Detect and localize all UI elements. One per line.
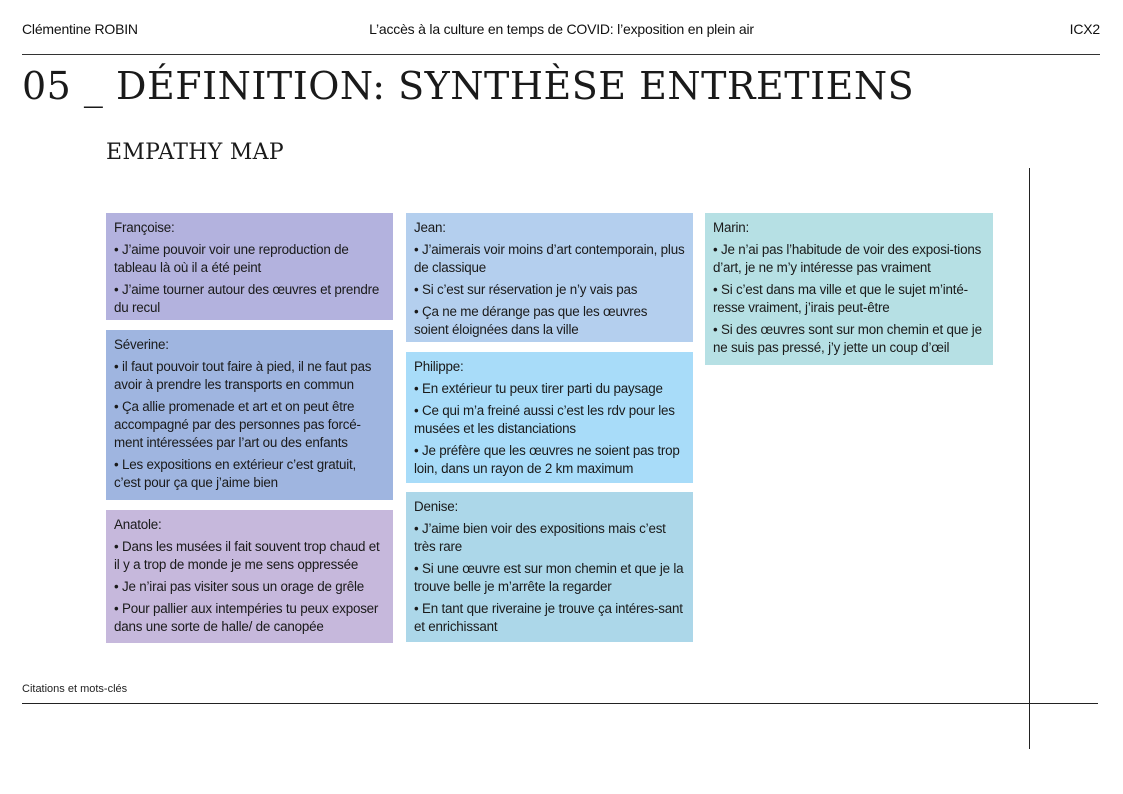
card-quote: • Ça ne me dérange pas que les œuvres soient éloignées dans la ville <box>414 304 648 337</box>
card-name: Anatole: <box>114 517 162 532</box>
card-quote: • J’aime tourner autour des œuvres et prendre du recul <box>114 282 380 315</box>
card-quote: • J’aimerais voir moins d’art contemporain, plus de classique <box>414 242 685 275</box>
card-quote: • J’aime bien voir des expositions mais c’est très rare <box>414 521 666 554</box>
card-quote: • Ce qui m’a freiné aussi c’est les rdv pour les musées et les distanciations <box>414 403 675 436</box>
card-name: Marin: <box>713 220 750 235</box>
card-quote: • Je n’ai pas l’habitude de voir des exposi-tions d’art, je ne m’y intéresse pas vraiment <box>713 242 982 275</box>
card-quote: • Pour pallier aux intempéries tu peux exposer dans une sorte de halle/ de canopée <box>114 601 379 634</box>
card-quote: • Si des œuvres sont sur mon chemin et que je ne suis pas pressé, j’y jette un coup d’œil <box>713 322 982 355</box>
card-quote: • Je n’irai pas visiter sous un orage de grêle <box>114 579 365 594</box>
footer-caption: Citations et mots-clés <box>22 683 128 695</box>
card-quote: • Les expositions en extérieur c’est gratuit, c’est pour ça que j’aime bien <box>114 457 357 490</box>
card-severine <box>106 330 393 500</box>
card-quote: • Si une œuvre est sur mon chemin et que je la trouve belle je m’arrête la regarder <box>414 561 684 594</box>
card-francoise <box>106 213 393 320</box>
card-marin <box>705 213 993 365</box>
card-quote: • Si c’est sur réservation je n’y vais pas <box>414 282 638 297</box>
vertical-guide-line <box>1029 168 1030 749</box>
card-name: Séverine: <box>114 337 169 352</box>
card-quote: • En tant que riveraine je trouve ça intéres-sant et enrichissant <box>414 601 683 634</box>
card-jean <box>406 213 693 342</box>
header-code: ICX2 <box>1069 21 1100 37</box>
card-quote: • Dans les musées il fait souvent trop chaud et il y a trop de monde je me sens oppressée <box>114 539 380 572</box>
card-name: Françoise: <box>114 220 175 235</box>
card-name: Jean: <box>414 220 446 235</box>
card-quote: • il faut pouvoir tout faire à pied, il ne faut pas avoir à prendre les transports en commun <box>114 359 372 392</box>
card-quote: • Si c’est dans ma ville et que le sujet m’inté-resse vraiment, j’irais peut-être <box>713 282 968 315</box>
footer-divider <box>22 703 1098 704</box>
header-divider <box>22 54 1100 55</box>
card-quote: • Ça allie promenade et art et on peut être accompagné par des personnes pas forcé-ment intéressées par l’art ou des enfants <box>114 399 361 450</box>
section-title: EMPATHY MAP <box>106 140 284 165</box>
card-philippe <box>406 352 693 483</box>
header-document-title: L’accès à la culture en temps de COVID: l’exposition en plein air <box>369 21 754 37</box>
card-quote: • J’aime pouvoir voir une reproduction de tableau là où il a été peint <box>114 242 349 275</box>
card-quote: • Je préfère que les œuvres ne soient pas trop loin, dans un rayon de 2 km maximum <box>414 443 680 476</box>
card-anatole <box>106 510 393 643</box>
page-title: 05 _ DÉFINITION: SYNTHÈSE ENTRETIENS <box>22 64 915 108</box>
card-name: Denise: <box>414 499 459 514</box>
card-denise <box>406 492 693 642</box>
card-quote: • En extérieur tu peux tirer parti du paysage <box>414 381 663 396</box>
card-name: Philippe: <box>414 359 464 374</box>
header-author: Clémentine ROBIN <box>22 21 138 37</box>
